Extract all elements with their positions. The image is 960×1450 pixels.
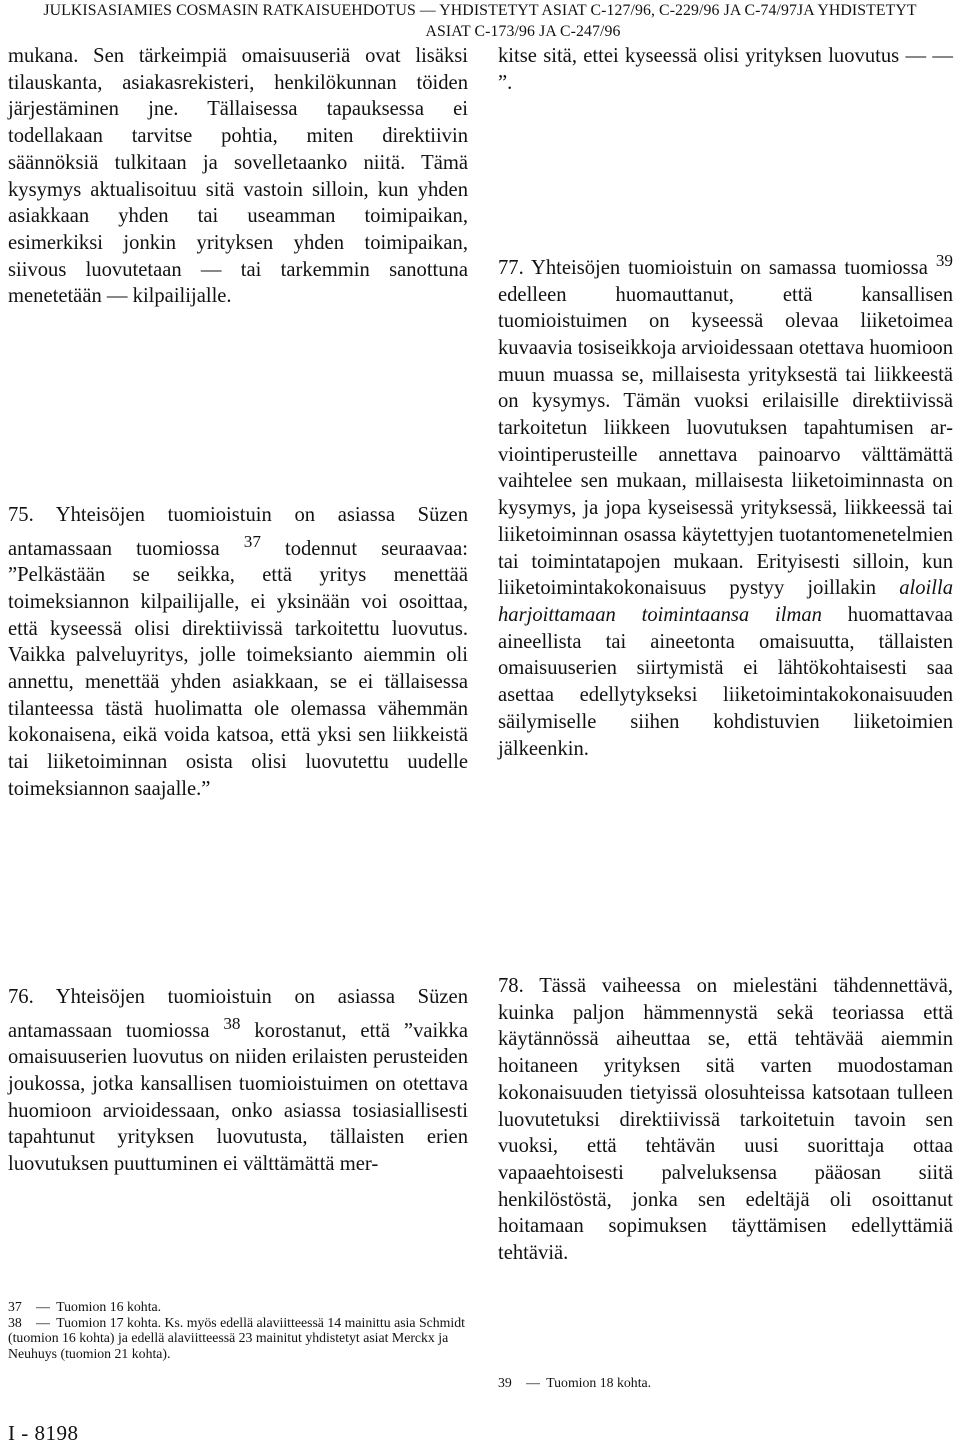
continued-paragraph-right: [498, 43, 953, 96]
paragraph-text: todennut seuraavaa: ”Pelkästään se seikka, että yritys menettää toimeksiannon kilpailijalle, ei yksinään voi osoittaa, että kyseessä olisi direktiivissä tarkoitettu luovutus. Vaikka palveluyritys, jolle toimeksianto aiemmin oli annettu, menettää yhden asiakkaan, se ei tällaisessa tilanteessa tästä huolimatta ole olemassa vähemmän kokonaisena, eikä voida katsoa, että yksi sen liikkeistä tai liiketoiminnan osista olisi luovutettu uudelle toimeksiannon saajalle.”: [8, 537, 468, 800]
paragraph-number: 77.: [498, 256, 524, 279]
continued-paragraph-text: mukana. Sen tärkeimpiä omaisuuseriä ovat lisäksi tilauskanta, asiakasrekisteri, henkilökunnan töiden järjestäminen jne. Tällaisessa tapauksessa ei todellakaan tarvitse pohtia, miten direktiivin säännöksiä tulkitaan ja sovelletaanko niitä. Tämä kysymys aktualisoituu sitä vastoin silloin, kun yhden asiakkaan yhden tai useamman toimipaikan, esimerkiksi jonkin yrityksen yhden toimipaikan, siivous luovutetaan — tai tarkemmin sanottuna menetetään — kilpailijalle.: [8, 45, 468, 308]
paragraph-text: Tässä vaiheessa on mielestäni tähdennettävä, kuinka paljon hämmennystä sekä teoriassa että käytännössä aiheuttaa se, että tehtävää aiemmin hoitaneen yrityksen sitä varten muodostaman kokonaisuuden tietyissä olosuhteissa katsotaan tulleen luovutetuksi direktiivissä tarkoitetuin tavoin sen vuoksi, että tehtävän uusi suorittaja ottaa vapaaehtoisesti palveluksensa pääosan siitä henkilöstöstä, jonka sen edeltäjä oli osoittanut hoitamaan sopimuksen täyttämisen edellyttämiä tehtäviä.: [498, 975, 953, 1265]
paragraph-75: [8, 502, 468, 803]
paragraph-number: 75.: [8, 504, 34, 526]
footnote-dash: —: [526, 1375, 540, 1390]
footnote-dash: —: [36, 1299, 50, 1314]
footnotes-left: [8, 1299, 468, 1361]
paragraph-77-body: [498, 248, 953, 762]
paragraph-lead-text: Yhteisöjen tuomioistuin on asiassa Süzen antamassaan tuomiossa: [8, 504, 468, 560]
footnote-dash: —: [36, 1314, 50, 1330]
paragraph-number: 78.: [498, 975, 524, 997]
footnote-reference: 38: [223, 1013, 241, 1033]
running-header-line-2: ASIAT C-173/96 JA C-247/96: [425, 23, 621, 40]
footnote-39: [498, 1375, 953, 1391]
footnote-reference: 37: [243, 531, 261, 551]
paragraph-75-body: [8, 502, 468, 803]
paragraph-78: [498, 973, 953, 1267]
italic-emphasis: aloilla harjoittamaan toimintaansa ilman: [498, 577, 953, 626]
continued-paragraph-left: [8, 43, 468, 310]
footnote-text: Tuomion 16 kohta.: [56, 1299, 162, 1314]
paragraph-text: edelleen huomauttanut, että kansallisen tuomioistuimen on kyseessä olevaa liiketoimea kuvaavia tosiseikkoja arvioidessaan otettava huomioon muun muassa se, millaisesta yrityksestä tai liikkeestä on kysymys. Tämän vuoksi erilaisille direktiivissä tarkoitetun liikkeen luovutuksen tapahtumisen arviointiperusteille annettava painoarvo välttämättä vaihtelee sen mukaan, millaisesta liiketoiminnasta on kysymys, ja jopa kyseisessä yrityksessä, liikkeessä tai liiketoiminnan osassa käytettyjen tuotantomenetelmien tai toimintatapojen mukaan. Erityisesti silloin, kun liiketoimintakokonaisuus pystyy joillakin: [498, 283, 953, 600]
footnote-text: Tuomion 17 kohta. Ks. myös edellä alaviitteessä 14 mainittu asia Schmidt (tuomion 16 kohta) ja edellä alaviitteessä 23 mainitut yhdistetyt asiat Merckx ja Neuhuys (tuomion 21 kohta).: [8, 1314, 465, 1361]
paragraph-text: korostanut, että ”vaikka omaisuuserien luovutus on niiden erilaisten perusteiden joukossa, jotka kansallisen tuomioistuimen on otettava huomioon arvioidessaan, onko asiassa tosiasiallisesti tapahtunut yrityksen luovutusta, tällaisten erien luovutuksen puuttuminen ei välttämättä mer-: [8, 1019, 468, 1176]
paragraph-78-body: [498, 973, 953, 1267]
footnote-text: Tuomion 18 kohta.: [546, 1375, 652, 1390]
paragraph-76-body: [8, 984, 468, 1178]
footnote-number: 38: [8, 1314, 22, 1330]
footnote-38: [8, 1315, 468, 1362]
footnote-reference: 39: [935, 251, 953, 270]
continued-quotation-text: kitse sitä, ettei kyseessä olisi yrityksen luovutus — — ”.: [498, 45, 953, 94]
paragraph-lead-text: Yhteisöjen tuomioistuin on samassa tuomiossa: [530, 256, 928, 279]
paragraph-lead-text: Yhteisöjen tuomioistuin on asiassa Süzen antamassaan tuomiossa: [8, 986, 468, 1042]
paragraph-number: 76.: [8, 986, 34, 1008]
footnote-37: [8, 1299, 468, 1315]
running-header: [0, 0, 960, 42]
paragraph-77: [498, 248, 953, 762]
footnote-number: 37: [8, 1299, 22, 1314]
running-header-line-1: JULKISASIAMIES COSMASIN RATKAISUEHDOTUS — YHDISTETYT ASIAT C-127/96, C-229/96 JA C-74/97JA YHDISTETYT: [43, 2, 917, 19]
page-number: I - 8198: [8, 1421, 79, 1445]
footnote-number: 39: [498, 1375, 512, 1390]
paragraph-text-continued: huomattavaa aineellista tai aineetonta omaisuutta, tällaisten omaisuuserien siirtymistä ei lähtökohtaisesti saa asettaa edellytykseksi liiketoimintakokonaisuuden säilymiselle siihen kohdistuvien liiketoimien jälkeenkin.: [498, 604, 953, 760]
paragraph-76: [8, 984, 468, 1178]
